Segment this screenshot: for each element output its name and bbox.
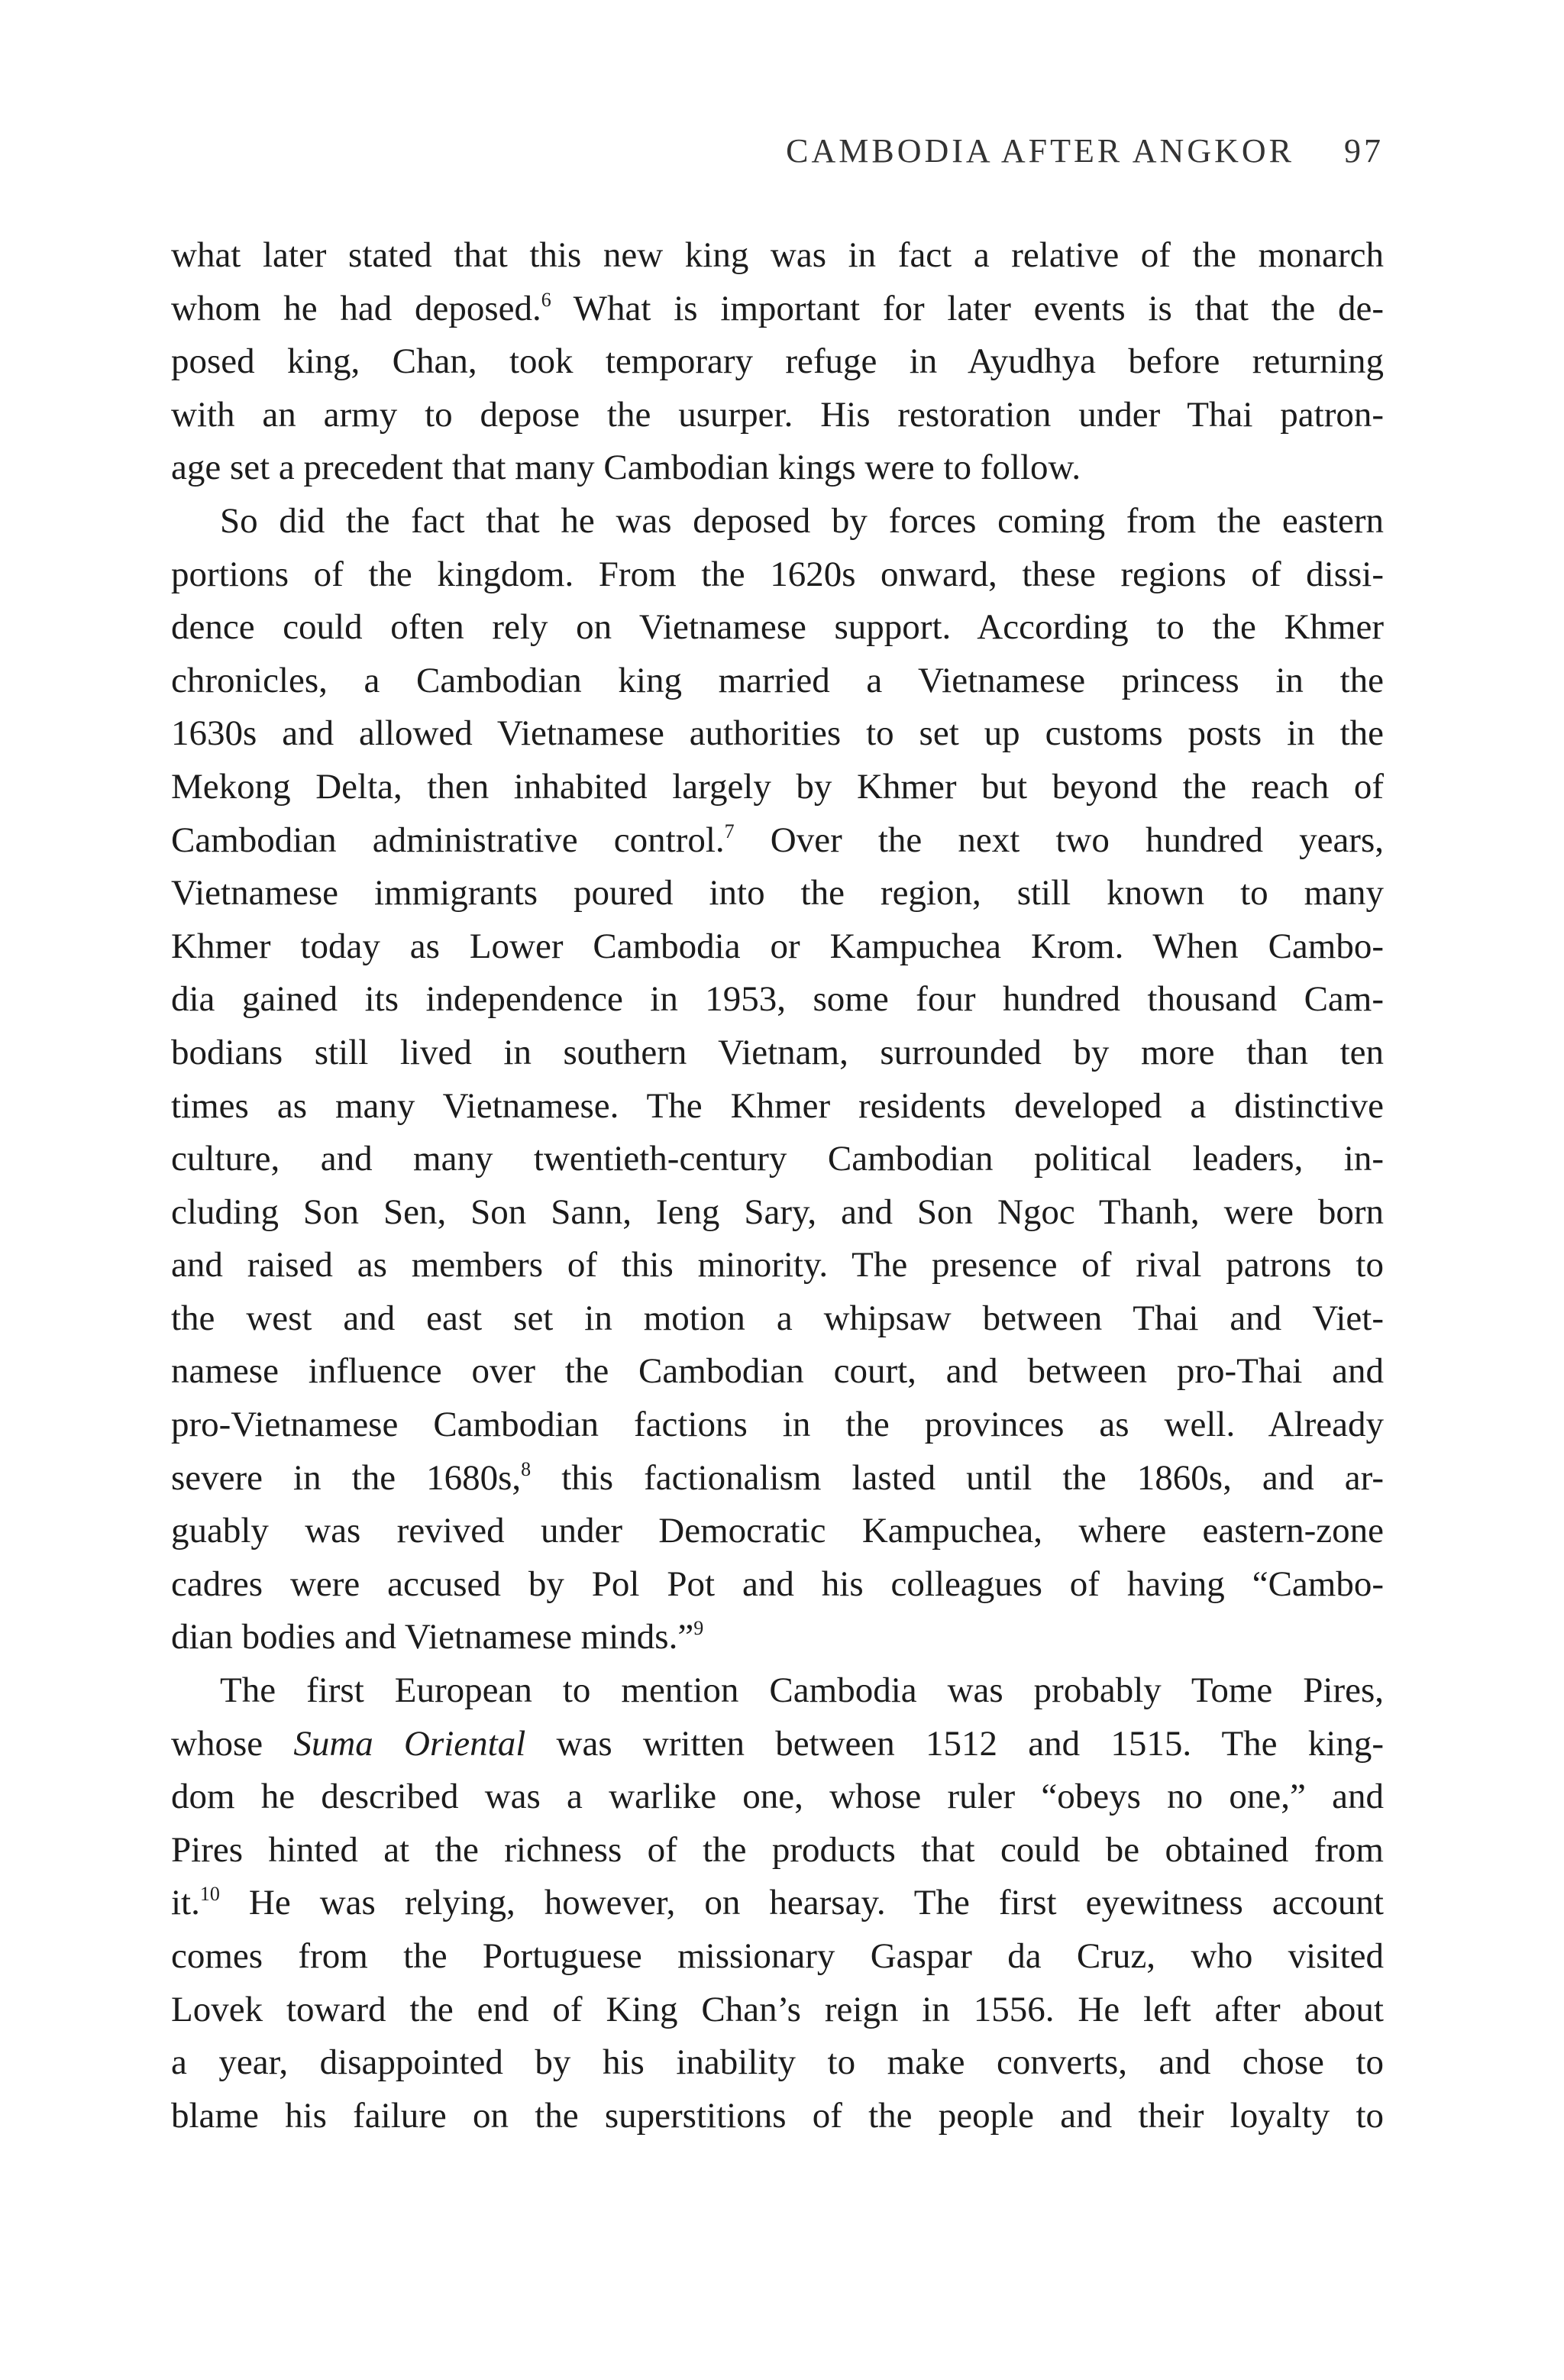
running-head [786,131,1384,170]
book-title: Suma Oriental [293,1723,526,1764]
text-line: whose Suma Oriental was written between 1512 and 1515. The king- [171,1723,1384,1764]
running-head-title: CAMBODIA AFTER ANGKOR [786,132,1294,170]
footnote-marker: 7 [724,820,735,842]
text-line: guably was revived under Democratic Kampuchea, where eastern-zone [171,1511,1384,1551]
text-line: the west and east set in motion a whipsaw between Thai and Viet- [171,1298,1384,1338]
text-line: times as many Vietnamese. The Khmer residents developed a distinctive [171,1085,1384,1126]
text-line: severe in the 1680s,$^8$ this factionalism lasted until the 1860s, and ar- [171,1457,1384,1498]
text-line: Lovek toward the end of King Chan’s reign in 1556. He left after about [171,1989,1384,2029]
text-line: So did the fact that he was deposed by forces coming from the eastern [220,500,1384,541]
text-line: cluding Son Sen, Son Sann, Ieng Sary, and Son Ngoc Thanh, were born [171,1192,1384,1232]
text-line: chronicles, a Cambodian king married a Vietnamese princess in the [171,660,1384,700]
text-line: dence could often rely on Vietnamese support. According to the Khmer [171,607,1384,648]
footnote-marker: 6 [541,288,551,311]
text-line: culture, and many twentieth-century Cambodian political leaders, in- [171,1139,1384,1179]
text-line: cadres were accused by Pol Pot and his colleagues of having “Cambo- [171,1563,1384,1604]
page-number: 97 [1344,132,1384,170]
text-line: dian bodies and Vietnamese minds.”$^9$ [171,1617,704,1657]
footnote-marker: 10 [199,1883,220,1906]
footnote-marker: 9 [693,1617,704,1640]
footnote-marker: 8 [521,1457,532,1480]
text-line: and raised as members of this minority. The presence of rival patrons to [171,1245,1384,1285]
text-line: portions of the kingdom. From the 1620s onward, these regions of dissi- [171,554,1384,594]
text-line: age set a precedent that many Cambodian kings were to follow. [171,448,1081,488]
text-line: bodians still lived in southern Vietnam, surrounded by more than ten [171,1032,1384,1072]
text-line: comes from the Portuguese missionary Gaspar da Cruz, who visited [171,1936,1384,1976]
text-line: dom he described was a warlike one, whose ruler “obeys no one,” and [171,1777,1384,1817]
text-line: posed king, Chan, took temporary refuge in Ayudhya before returning [171,341,1384,382]
text-line: Vietnamese immigrants poured into the region, still known to many [171,873,1384,914]
text-line: blame his failure on the superstitions of the people and their loyalty to [171,2095,1384,2136]
text-line: 1630s and allowed Vietnamese authorities to set up customs posts in the [171,713,1384,754]
text-line: Pires hinted at the richness of the products that could be obtained from [171,1829,1384,1870]
text-line: The first European to mention Cambodia was probably Tome Pires, [220,1670,1384,1711]
text-line: Mekong Delta, then inhabited largely by Khmer but beyond the reach of [171,766,1384,807]
text-line: pro-Vietnamese Cambodian factions in the provinces as well. Already [171,1405,1384,1445]
text-line: whom he had deposed.$^6$ What is important for later events is that the de- [171,288,1384,328]
text-line: what later stated that this new king was in fact a relative of the monarch [171,235,1384,275]
text-line: a year, disappointed by his inability to make converts, and chose to [171,2042,1384,2083]
body-text [171,229,1384,2142]
text-line: namese influence over the Cambodian court, and between pro-Thai and [171,1351,1384,1392]
text-line: Cambodian administrative control.$^7$ Over the next two hundred years, [171,820,1384,860]
text-line: dia gained its independence in 1953, some four hundred thousand Cam- [171,979,1384,1020]
text-line: with an army to depose the usurper. His restoration under Thai patron- [171,394,1384,435]
text-line: Khmer today as Lower Cambodia or Kampuchea Krom. When Cambo- [171,926,1384,966]
text-line: it.$^{10}$ He was relying, however, on hearsay. The first eyewitness account [171,1883,1384,1923]
